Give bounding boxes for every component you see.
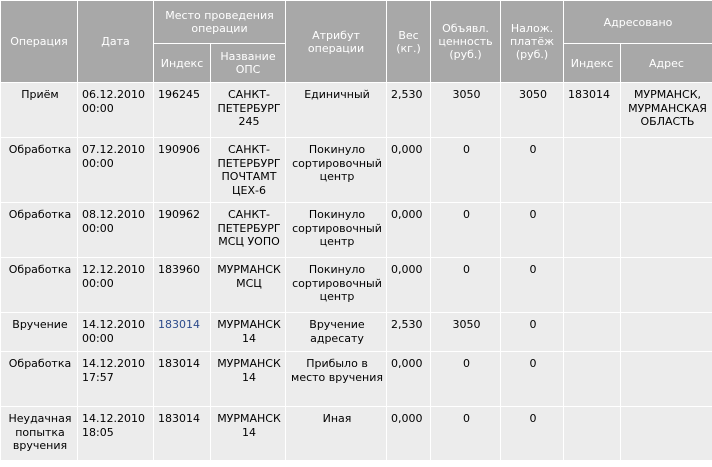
- cell-operation: Обработка: [1, 203, 77, 257]
- cell-addr-index: [564, 138, 620, 202]
- cell-index: [154, 313, 210, 351]
- cell-date: 12.12.2010 00:00: [78, 258, 153, 312]
- cell-addr-index: 183014: [564, 83, 620, 137]
- cell-weight: 0,000: [387, 138, 430, 202]
- cell-attribute: Покинуло сортировочный центр: [286, 138, 386, 202]
- header-cod: Налож. платёж (руб.): [501, 1, 563, 82]
- cell-attribute: Покинуло сортировочный центр: [286, 203, 386, 257]
- cell-cod: 0: [501, 203, 563, 257]
- cell-declared-value: 0: [431, 407, 500, 460]
- header-addr-address: Адрес: [621, 44, 712, 82]
- cell-index: 183014: [154, 352, 210, 406]
- cell-operation: Вручение: [1, 313, 77, 351]
- cell-weight: 0,000: [387, 203, 430, 257]
- cell-operation: Приём: [1, 83, 77, 137]
- cell-cod: 0: [501, 313, 563, 351]
- cell-address: [621, 407, 712, 460]
- cell-date: 14.12.2010 18:05: [78, 407, 153, 460]
- cell-attribute: Иная: [286, 407, 386, 460]
- cell-cod: 0: [501, 352, 563, 406]
- header-place-group: Место проведения операции: [154, 1, 285, 43]
- header-weight: Вес (кг.): [387, 1, 430, 82]
- header-index: Индекс: [154, 44, 210, 82]
- header-declared-value: Объявл. ценность (руб.): [431, 1, 500, 82]
- cell-date: 08.12.2010 00:00: [78, 203, 153, 257]
- cell-operation: Обработка: [1, 138, 77, 202]
- cell-attribute: Вручение адресату: [286, 313, 386, 351]
- table-row: [1, 407, 712, 460]
- cell-date: 07.12.2010 00:00: [78, 138, 153, 202]
- cell-ops-name: МУРМАНСК МСЦ: [211, 258, 285, 312]
- cell-address: [621, 203, 712, 257]
- index-link[interactable]: 183014: [158, 318, 200, 331]
- cell-index: 190906: [154, 138, 210, 202]
- cell-addr-index: [564, 258, 620, 312]
- cell-cod: 0: [501, 258, 563, 312]
- cell-attribute: Единичный: [286, 83, 386, 137]
- cell-address: МУРМАНСК, МУРМАНСКАЯ ОБЛАСТЬ: [621, 83, 712, 137]
- cell-ops-name: САНКТ-ПЕТЕРБУРГ МСЦ УОПО: [211, 203, 285, 257]
- cell-declared-value: 0: [431, 138, 500, 202]
- cell-ops-name: МУРМАНСК 14: [211, 407, 285, 460]
- cell-declared-value: 3050: [431, 83, 500, 137]
- cell-weight: 0,000: [387, 407, 430, 460]
- cell-address: [621, 258, 712, 312]
- table-row: [1, 83, 712, 137]
- table-row: [1, 313, 712, 351]
- table-row: [1, 258, 712, 312]
- header-addressed-group: Адресовано: [564, 1, 712, 43]
- cell-address: [621, 313, 712, 351]
- cell-declared-value: 0: [431, 352, 500, 406]
- table-row: [1, 138, 712, 202]
- cell-date: 14.12.2010 00:00: [78, 313, 153, 351]
- cell-cod: 0: [501, 138, 563, 202]
- cell-declared-value: 0: [431, 258, 500, 312]
- cell-address: [621, 138, 712, 202]
- cell-addr-index: [564, 203, 620, 257]
- cell-ops-name: САНКТ-ПЕТЕРБУРГ ПОЧТАМТ ЦЕХ-6: [211, 138, 285, 202]
- cell-date: 06.12.2010 00:00: [78, 83, 153, 137]
- cell-ops-name: МУРМАНСК 14: [211, 313, 285, 351]
- cell-address: [621, 352, 712, 406]
- cell-weight: 0,000: [387, 352, 430, 406]
- cell-addr-index: [564, 352, 620, 406]
- header-attribute: Атрибут операции: [286, 1, 386, 82]
- cell-declared-value: 0: [431, 203, 500, 257]
- cell-cod: 0: [501, 407, 563, 460]
- header-row-top: [1, 1, 712, 43]
- cell-attribute: Прибыло в место вручения: [286, 352, 386, 406]
- cell-weight: 0,000: [387, 258, 430, 312]
- cell-addr-index: [564, 313, 620, 351]
- cell-ops-name: МУРМАНСК 14: [211, 352, 285, 406]
- cell-declared-value: 3050: [431, 313, 500, 351]
- cell-operation: Обработка: [1, 258, 77, 312]
- header-ops-name: Название ОПС: [211, 44, 285, 82]
- cell-weight: 2,530: [387, 83, 430, 137]
- cell-cod: 3050: [501, 83, 563, 137]
- header-addr-index: Индекс: [564, 44, 620, 82]
- cell-date: 14.12.2010 17:57: [78, 352, 153, 406]
- cell-index: 196245: [154, 83, 210, 137]
- cell-weight: 2,530: [387, 313, 430, 351]
- table-row: [1, 352, 712, 406]
- cell-index: 183014: [154, 407, 210, 460]
- cell-index: 190962: [154, 203, 210, 257]
- header-date: Дата: [78, 1, 153, 82]
- header-operation: Операция: [1, 1, 77, 82]
- cell-operation: Неудачная попытка вручения: [1, 407, 77, 460]
- cell-addr-index: [564, 407, 620, 460]
- cell-ops-name: САНКТ-ПЕТЕРБУРГ 245: [211, 83, 285, 137]
- cell-attribute: Покинуло сортировочный центр: [286, 258, 386, 312]
- table-row: [1, 203, 712, 257]
- cell-operation: Обработка: [1, 352, 77, 406]
- cell-index: 183960: [154, 258, 210, 312]
